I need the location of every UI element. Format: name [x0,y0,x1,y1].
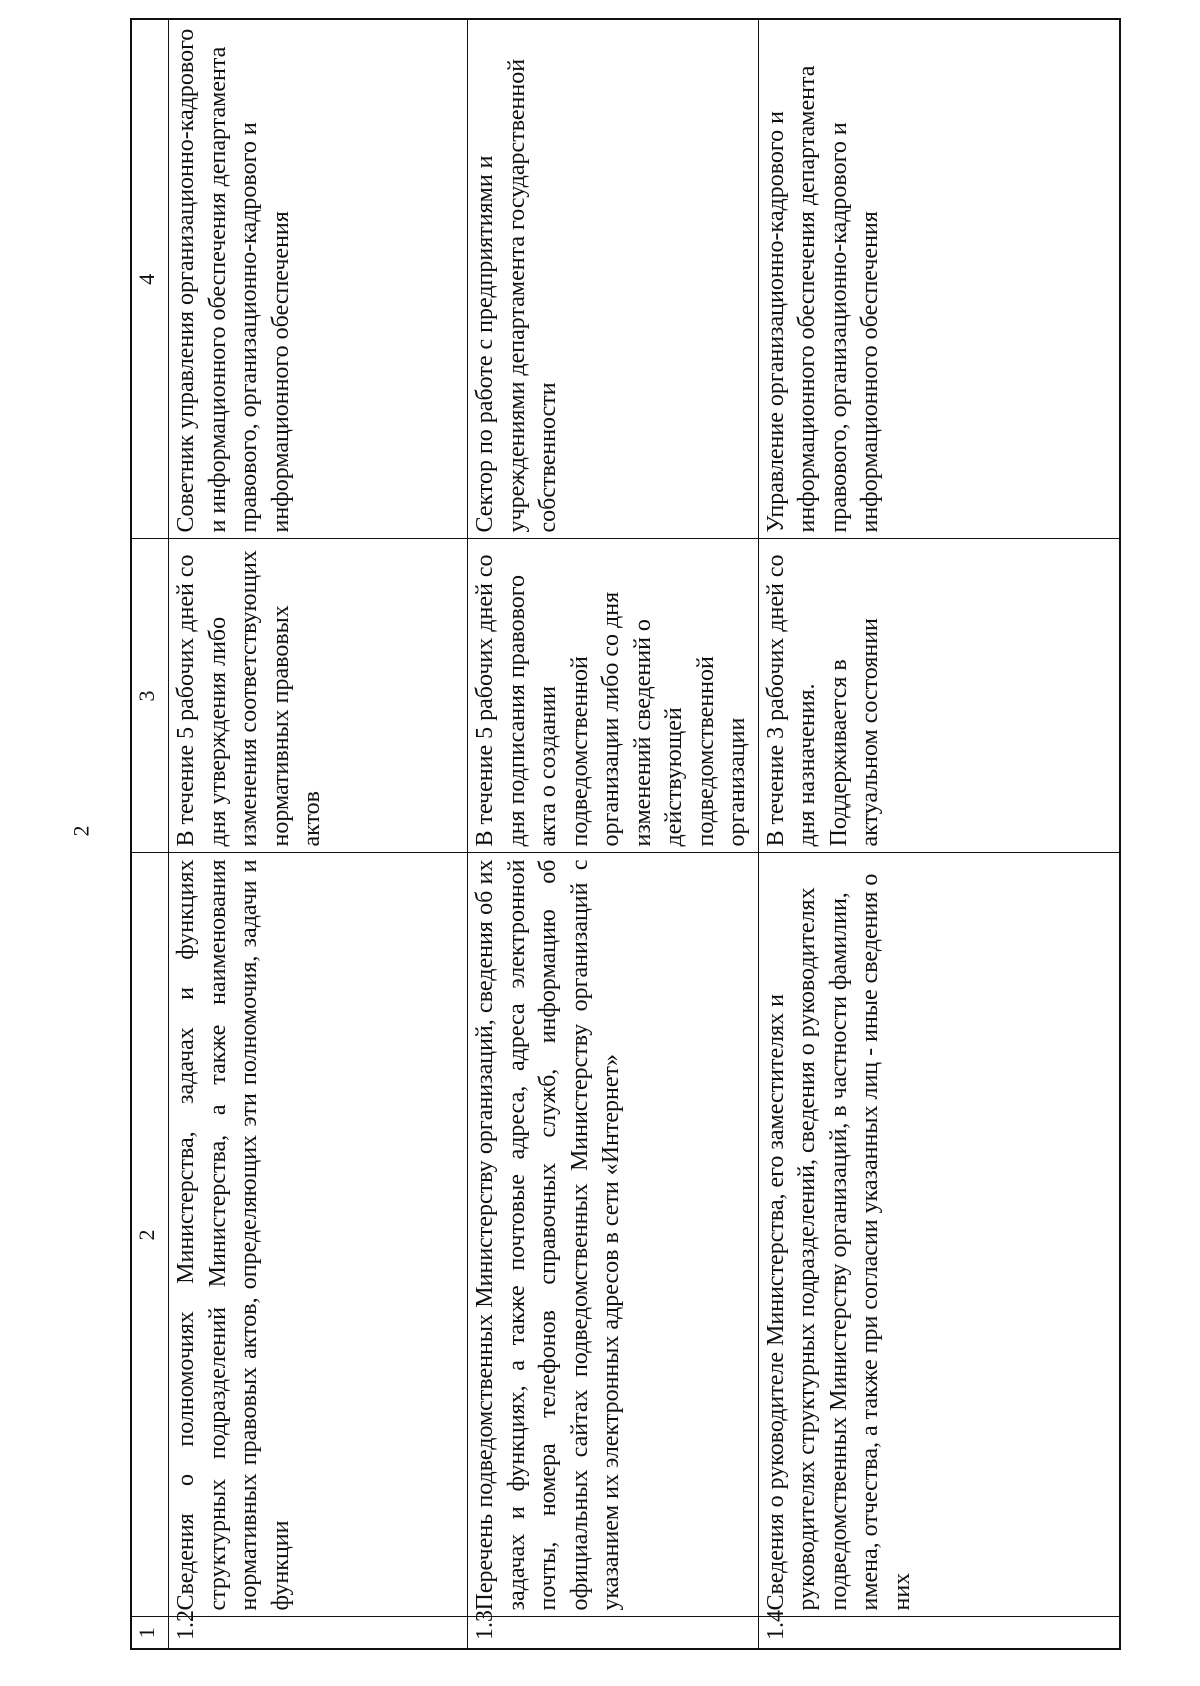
row-number: 1.2 [169,1617,468,1649]
row-number: 1.3 [468,1617,759,1649]
row-number: 1.4 [758,1617,1120,1649]
column-header: 3 [131,539,169,853]
information-cell: Сведения о руководителе Министерства, его заместителях и руководителях структурных подразделений, сведения о руководителях подведомственных Министерству организаций, в частности фамилии, имена, отчества, а также при согласии указанных лиц - иные сведения о них [758,853,1120,1617]
information-cell: Сведения о полномочиях Министерства, задачах и функциях структурных подразделений Министерства, а также наименования нормативных правовых актов, определяющих эти полномочия, задачи и функции [169,853,468,1617]
responsible-cell: Советник управления организационно-кадрового и информационного обеспечения департамента правового, организационно-кадрового и информационного обеспечения [169,19,468,539]
table-row [758,19,1120,1649]
term-cell: В течение 5 рабочих дней со дня утверждения либо изменения соответствующих нормативных правовых актов [169,539,468,853]
information-cell: Перечень подведомственных Министерству организаций, сведения об их задачах и функциях, а также почтовые адреса, адреса электронной почты, номера телефонов справочных служб, информацию об официальных сайтах подведомственных Министерству организаций с указанием их электронных адресов в сети «Интернет» [468,853,759,1617]
column-header: 2 [131,853,169,1617]
document-page [130,20,1068,1650]
responsible-cell: Сектор по работе с предприятиями и учреждениями департамента государственной собственности [468,19,759,539]
term-cell: В течение 3 рабочих дней со дня назначения. Поддерживается в актуальном состоянии [758,539,1120,853]
table-row [468,19,759,1649]
column-header: 4 [131,19,169,539]
column-header: 1 [131,1617,169,1649]
page-number: 2 [68,825,94,837]
term-cell: В течение 5 рабочих дней со дня подписания правового акта о создании подведомственной организации либо со дня изменений сведений о действующей подведомственной организации [468,539,759,853]
table-row [169,19,468,1649]
responsible-cell: Управление организационно-кадрового и информационного обеспечения департамента правового, организационно-кадрового и информационного обеспечения [758,19,1120,539]
responsibilities-table [130,18,1121,1650]
table-header-row [131,19,169,1649]
